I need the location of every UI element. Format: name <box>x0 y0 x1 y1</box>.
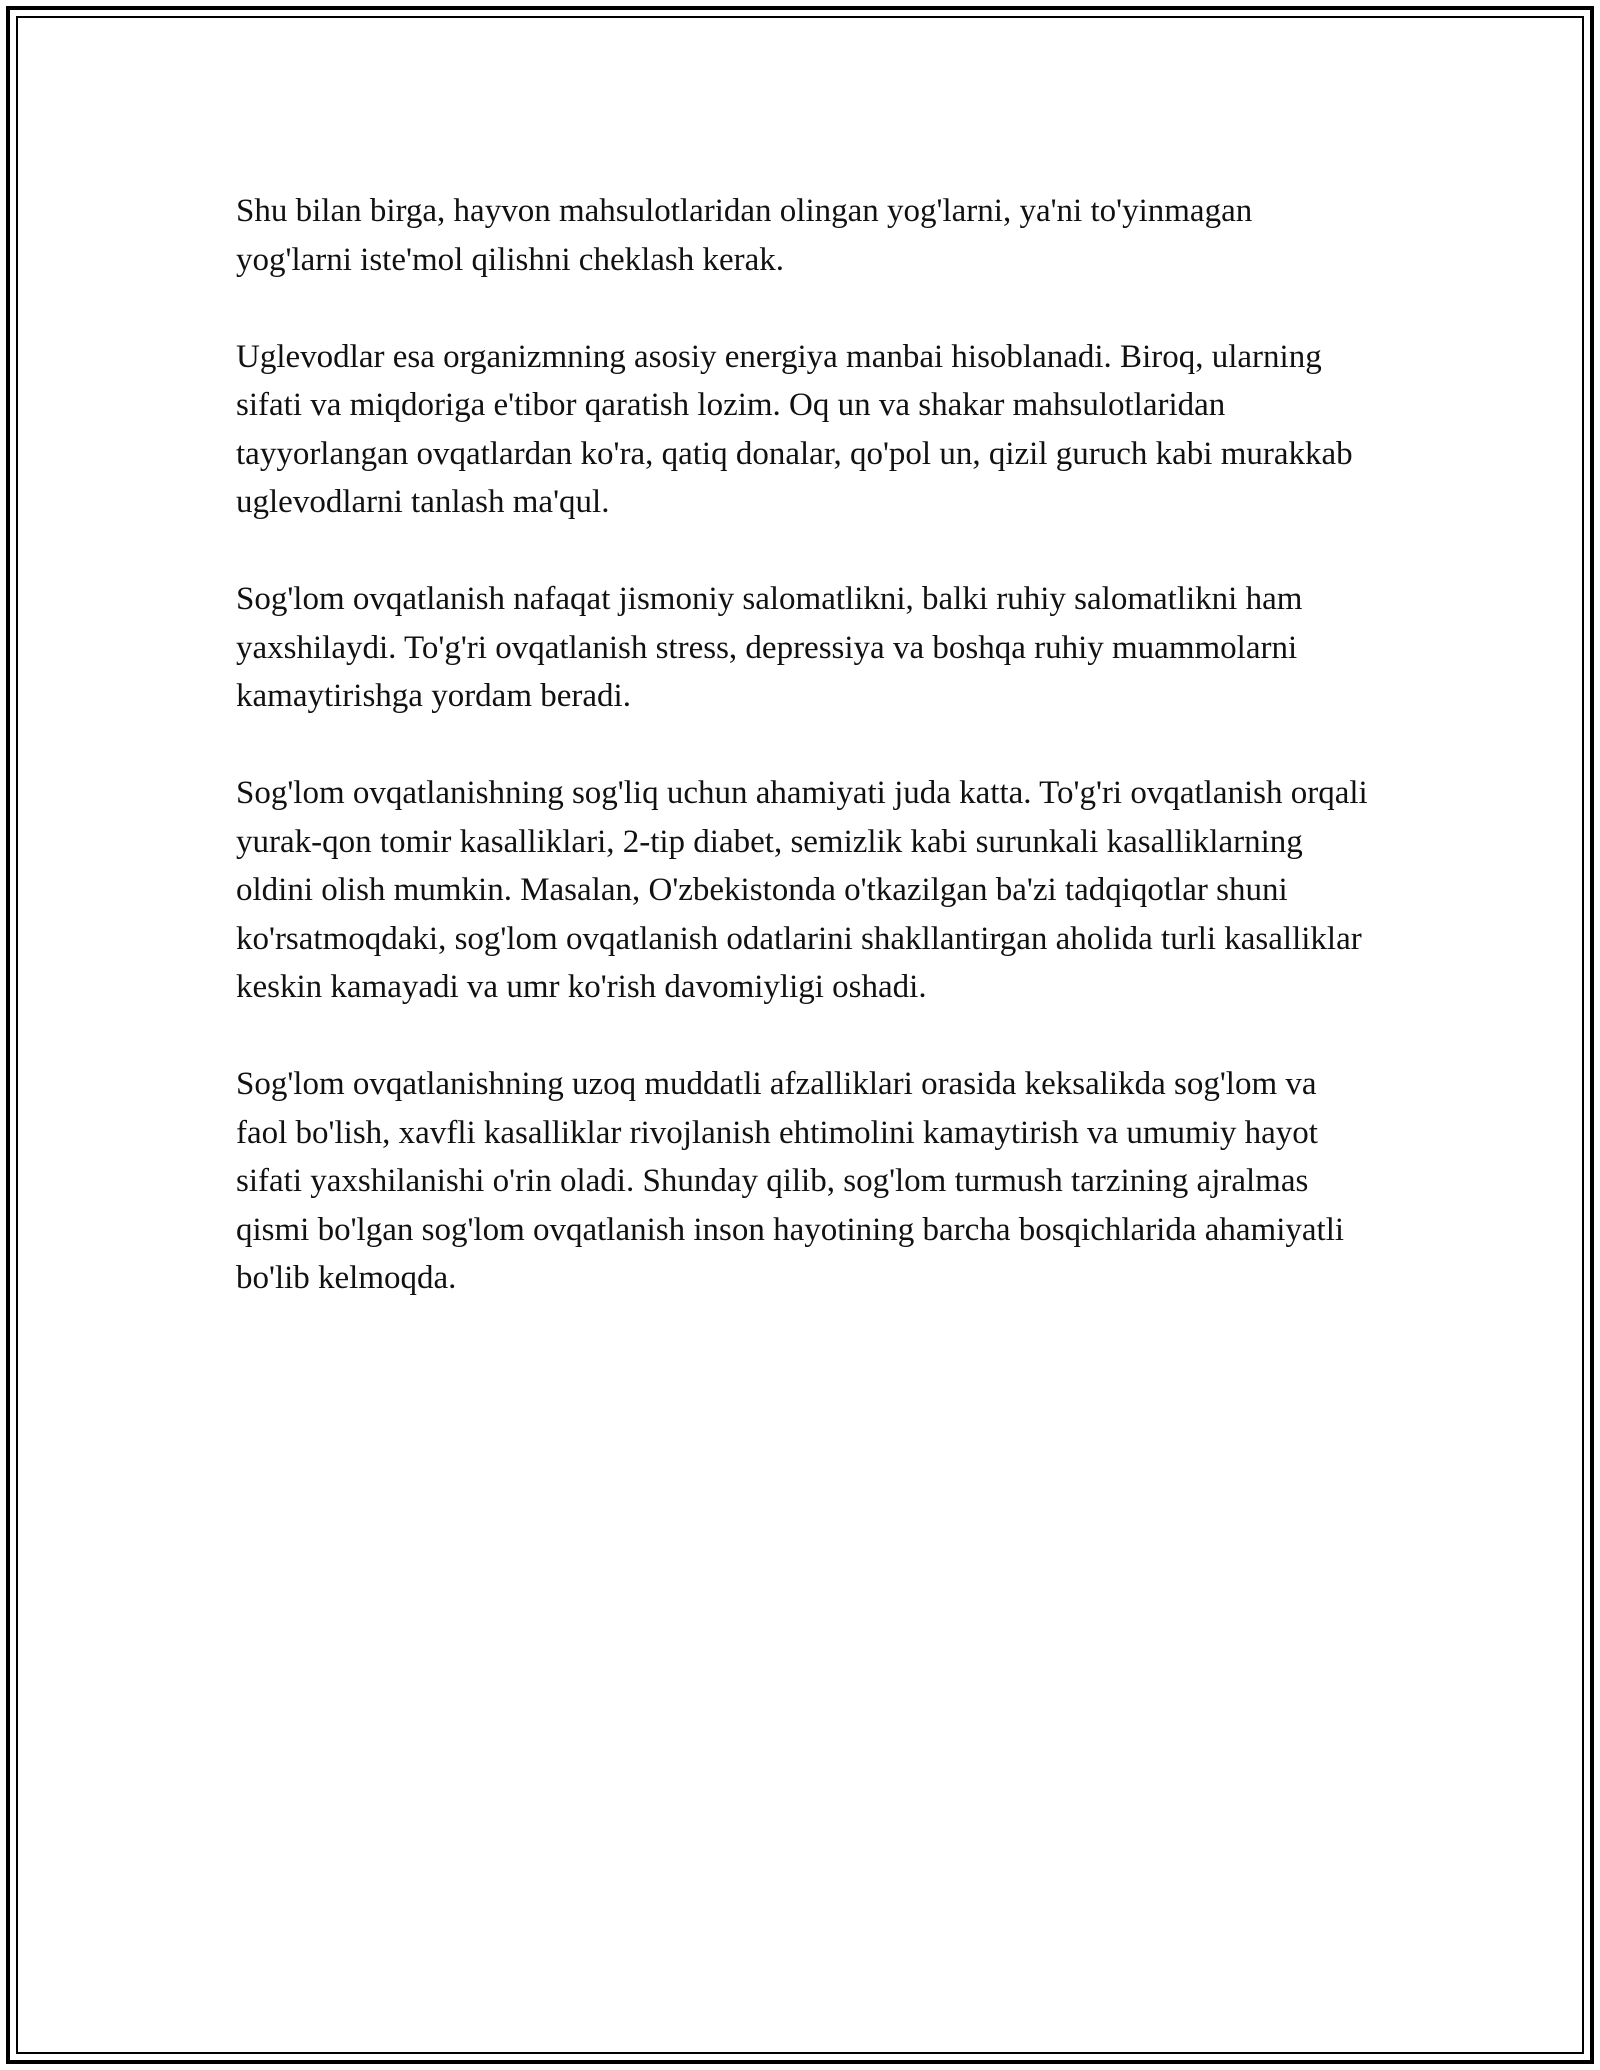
paragraph: Shu bilan birga, hayvon mahsulotlaridan olingan yog'larni, ya'ni to'yinmagan yog'larni iste'mol qilishni cheklash kerak. <box>236 193 1253 278</box>
paragraph: Sog'lom ovqatlanishning sog'liq uchun ahamiyati juda katta. To'g'ri ovqatlanish orqali yurak-qon tomir kasalliklari, 2-tip diabet, semizlik kabi surunkali kasalliklarning oldini olish mumkin. Masalan, O'zbekistonda o'tkazilgan ba'zi tadqiqotlar shuni ko'rsatmoqdaki, sog'lom ovqatlanish odatlarini shakllantirgan aholida turli kasalliklar keskin kamayadi va umr ko'rish davomiyligi oshadi. <box>236 775 1368 1005</box>
paragraph: Uglevodlar esa organizmning asosiy energiya manbai hisoblanadi. Biroq, ularning sifati va miqdoriga e'tibor qaratish lozim. Oq un va shakar mahsulotlaridan tayyorlangan ovqatlardan ko'ra, qatiq donalar, qo'pol un, qizil guruch kabi murakkab uglevodlarni tanlash ma'qul. <box>236 338 1353 520</box>
paragraph: Sog'lom ovqatlanish nafaqat jismoniy salomatlikni, balki ruhiy salomatlikni ham yaxshilaydi. To'g'ri ovqatlanish stress, depressiya va boshqa ruhiy muammolarni kamaytirishga yordam beradi. <box>236 581 1303 714</box>
document-body <box>236 187 1376 1351</box>
paragraph: Sog'lom ovqatlanishning uzoq muddatli afzalliklari orasida keksalikda sog'lom va faol bo'lish, xavfli kasalliklar rivojlanish ehtimolini kamaytirish va umumiy hayot sifati yaxshilanishi o'rin oladi. Shunday qilib, sog'lom turmush tarzining ajralmas qismi bo'lgan sog'lom ovqatlanish inson hayotining barcha bosqichlarida ahamiyatli bo'lib kelmoqda. <box>236 1066 1345 1296</box>
